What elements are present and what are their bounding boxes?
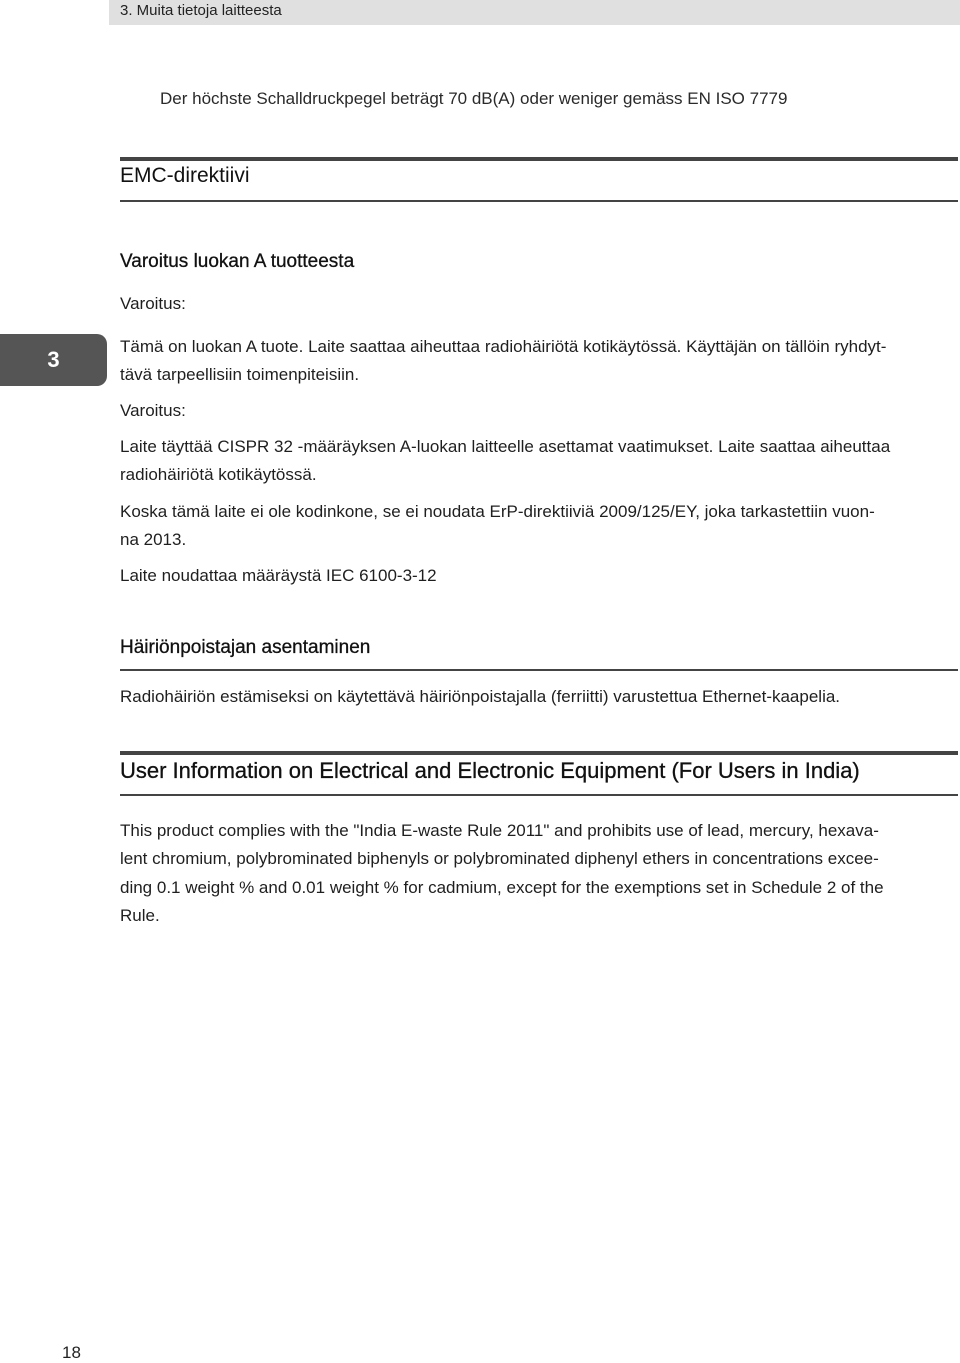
chapter-number: 3 (47, 347, 60, 372)
chapter-tab (0, 334, 107, 386)
warning-text-line: Laite täyttää CISPR 32 -määräyksen A-luokan laitteelle asettamat vaatimukset. Laite saattaa aiheuttaa (120, 437, 891, 456)
india-ewaste-text: ding 0.1 weight % and 0.01 weight % for cadmium, except for the exemptions set in Schedule 2 of the (120, 878, 884, 897)
warning-text-line: radiohäiriötä kotikäytössä. (120, 465, 317, 484)
noise-suppressor-text: Radiohäiriön estämiseksi on käytettävä häiriönpoistajalla (ferriitti) varustettua Ethernet-kaapelia. (120, 687, 841, 706)
warning-text-line: tävä tarpeellisiin toimenpiteisiin. (120, 365, 360, 384)
section-divider (120, 669, 958, 671)
section-divider-bottom (120, 794, 958, 796)
india-ewaste-text: Rule. (120, 906, 160, 925)
warning-label: Varoitus: (120, 401, 186, 420)
noise-level-note: Der höchste Schalldruckpegel beträgt 70 dB(A) oder weniger gemäss EN ISO 7779 (160, 89, 788, 108)
warning-text-line: Tämä on luokan A tuote. Laite saattaa aiheuttaa radiohäiriötä kotikäytössä. Käyttäjän on tällöin ryhdyt- (120, 337, 887, 356)
emc-heading: EMC-direktiivi (120, 164, 250, 187)
warning-label: Varoitus: (120, 294, 186, 313)
section-divider-top (120, 157, 958, 161)
noise-suppressor-heading: Häiriönpoistajan asentaminen (120, 637, 371, 658)
section-divider-bottom (120, 200, 958, 202)
page-number: 18 (62, 1343, 81, 1362)
erp-directive-text: Koska tämä laite ei ole kodinkone, se ei noudata ErP-direktiiviä 2009/125/EY, joka tarkastettiin vuon- (120, 502, 875, 521)
running-header-title: 3. Muita tietoja laitteesta (120, 2, 282, 19)
class-a-warning-heading: Varoitus luokan A tuotteesta (120, 251, 355, 272)
erp-directive-text: na 2013. (120, 530, 187, 549)
india-ewaste-text: This product complies with the "India E-waste Rule 2011" and prohibits use of lead, mercury, hexava- (120, 821, 879, 840)
india-ewaste-heading: User Information on Electrical and Electronic Equipment (For Users in India) (120, 758, 860, 783)
india-ewaste-text: lent chromium, polybrominated biphenyls or polybrominated diphenyl ethers in concentrations excee- (120, 849, 879, 868)
iec-compliance-text: Laite noudattaa määräystä IEC 6100-3-12 (120, 566, 437, 585)
section-divider-top (120, 751, 958, 755)
